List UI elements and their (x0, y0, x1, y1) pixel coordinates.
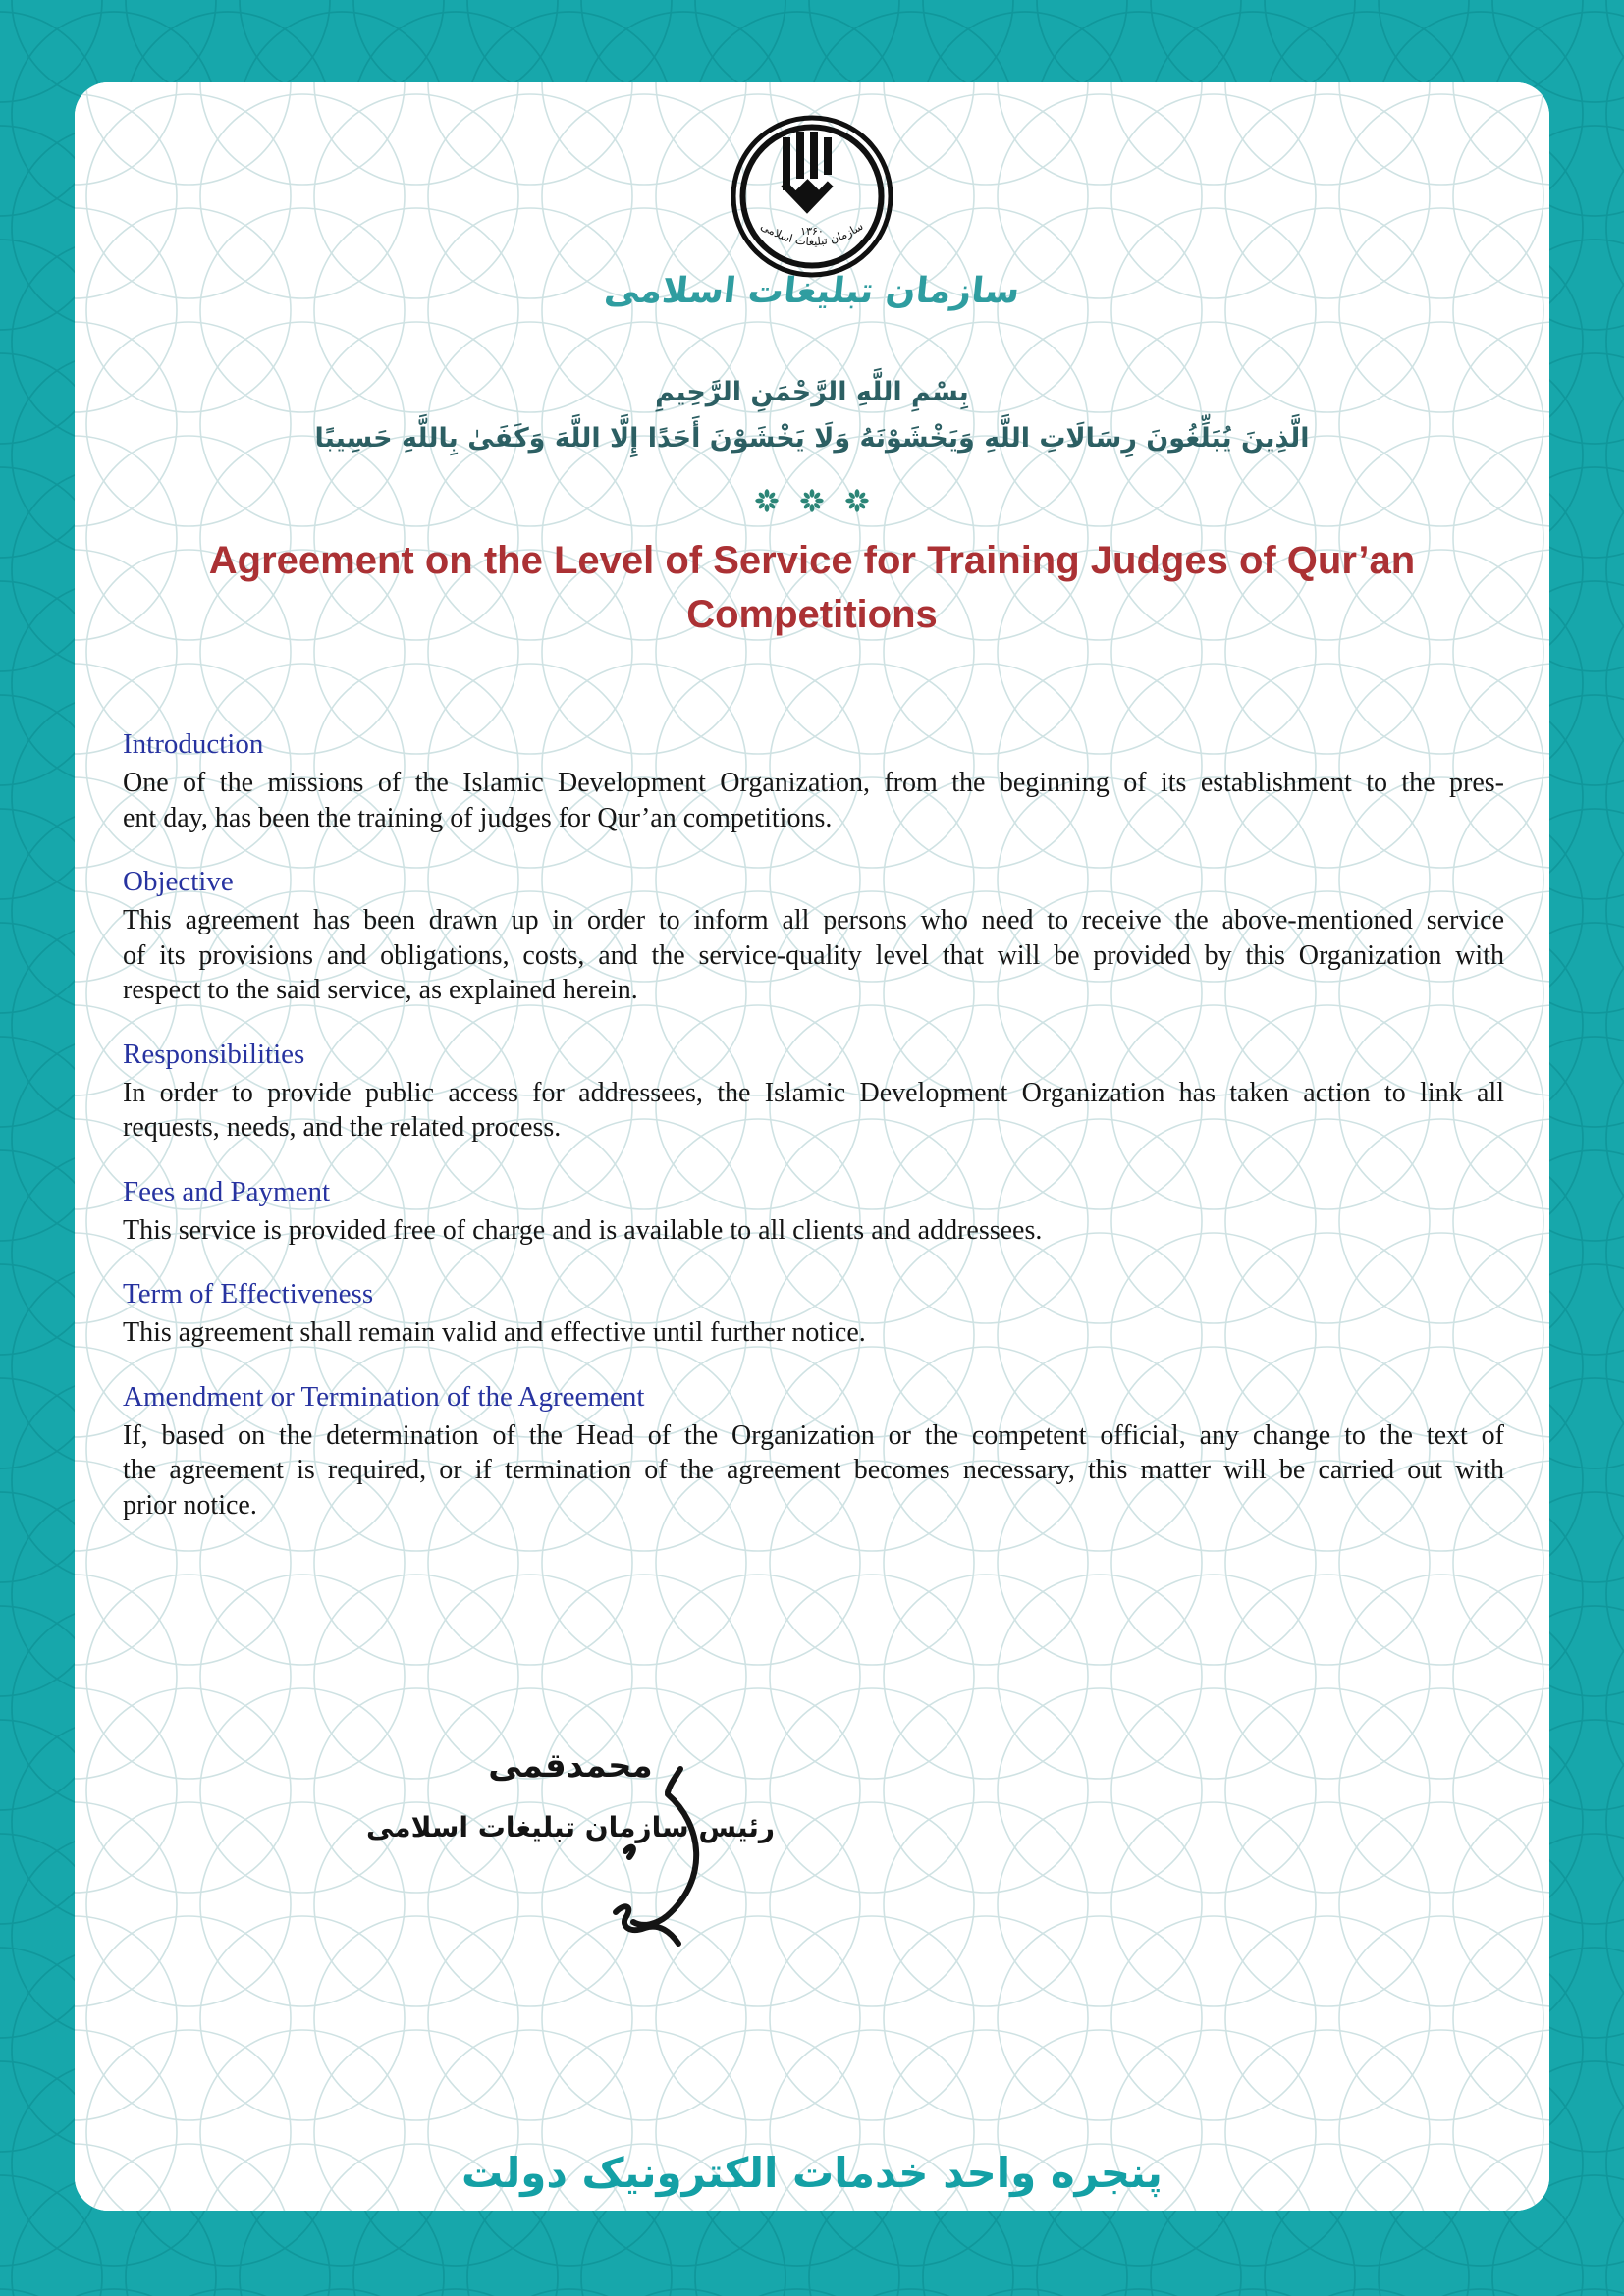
flower-ornament-icon (845, 489, 869, 512)
section-body-line: This agreement shall remain valid and effective until further notice. (123, 1317, 866, 1348)
logo-ring-text: سازمان تبلیغات اسلامی (758, 218, 866, 249)
section-body-line: the agreement is required, or if termination of the agreement becomes necessary, this matter will be carried out with (123, 1455, 1504, 1485)
section-objective (123, 866, 1504, 1008)
footer-text: پنجره واحد خدمات الکترونیک دولت (461, 2149, 1163, 2197)
section-body-line: This agreement has been drawn up in order to inform all persons who need to receive the above-mentioned service (123, 905, 1504, 935)
section-heading: Objective (123, 866, 234, 897)
section-heading: Amendment or Termination of the Agreement (123, 1380, 645, 1413)
document-body (123, 728, 1504, 1553)
section-body-line: requests, needs, and the related process. (123, 1112, 562, 1143)
page-title-line2: Competitions (686, 593, 938, 636)
section-body-line: This service is provided free of charge and is available to all clients and addressees. (123, 1214, 1043, 1246)
section-body-line: One of the missions of the Islamic Development Organization, from the beginning of its establishment to the pres- (123, 768, 1504, 798)
section-amendment-or-termination (123, 1381, 1504, 1523)
signature-block (325, 1746, 816, 1843)
section-term-of-effectiveness (123, 1278, 1504, 1351)
section-body-line: In order to provide public access for addressees, the Islamic Development Organization has taken action to link all (123, 1077, 1504, 1108)
section-heading: Term of Effectiveness (123, 1278, 374, 1309)
section-introduction (123, 728, 1504, 835)
certificate-card (75, 82, 1549, 2211)
signature-name: محمدقمی (488, 1746, 653, 1786)
logo-year: ۱۳۶۰ (800, 225, 824, 238)
flower-ornament-icon (800, 489, 824, 512)
section-responsibilities (123, 1039, 1504, 1146)
quran-verse-text: الَّذِينَ يُبَلِّغُونَ رِسَالَاتِ اللَّهِ وَيَخْشَوْنَهُ وَلَا يَخْشَوْنَ أَحَدًا إِلَّا اللَّهَ وَكَفَىٰ بِاللَّهِ حَسِيبًا (314, 423, 1310, 454)
page-title (75, 534, 1549, 642)
section-body-line: respect to the said service, as explained herein. (123, 975, 638, 1005)
flower-ornament-icon (755, 489, 779, 512)
logo-calligraphy: سازمان تبلیغات اسلامی (602, 271, 1022, 311)
ornament-row (75, 489, 1549, 512)
signature-title: رئیس سازمان تبلیغات اسلامی (365, 1811, 776, 1843)
section-heading: Responsibilities (123, 1038, 305, 1070)
section-heading: Introduction (123, 728, 264, 760)
section-body-line: ent day, has been the training of judges for Qur’an competitions. (123, 802, 833, 833)
section-fees-and-payment (123, 1176, 1504, 1249)
section-body-line: If, based on the determination of the Head of the Organization or the competent official, any change to the text of (123, 1419, 1504, 1451)
section-body-line: prior notice. (123, 1489, 257, 1521)
section-body-line: of its provisions and obligations, costs, and the service-quality level that will be provided by this Organization with (123, 939, 1504, 971)
signature-scrawl-icon (610, 1763, 713, 1954)
page-title-line1: Agreement on the Level of Service for Training Judges of Qur’an (208, 539, 1416, 582)
bismillah-text: بِسْمِ اللَّهِ الرَّحْمَنِ الرَّحِيمِ (655, 377, 969, 407)
section-heading: Fees and Payment (123, 1175, 331, 1207)
